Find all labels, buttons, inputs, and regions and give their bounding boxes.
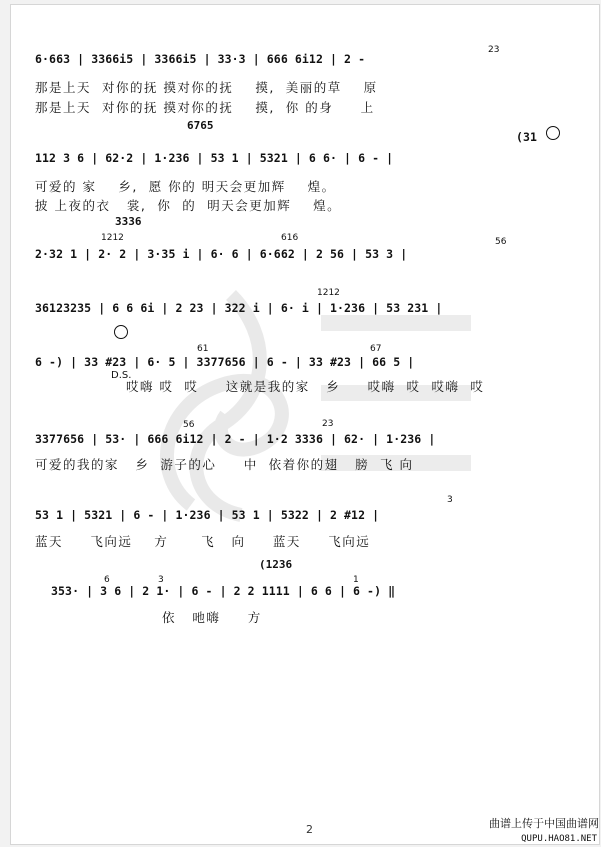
lyric-line: 披 上夜的衣 裳, 你 的 明天会更加辉 煌。 bbox=[35, 198, 342, 213]
notes-line: (1236 bbox=[259, 558, 293, 571]
chord-annotation: 67 bbox=[370, 344, 382, 354]
page-number: 2 bbox=[306, 823, 313, 836]
lyric-line: 依 吔嗨 方 bbox=[162, 610, 262, 625]
chord-annotation: 616 bbox=[281, 233, 299, 243]
chord-annotation: 56 bbox=[495, 237, 507, 247]
chord-annotation: 56 bbox=[183, 420, 195, 430]
chord-annotation: 1 bbox=[353, 575, 359, 585]
chord-annotation: 23 bbox=[488, 45, 500, 55]
notes-line: 6 -) | 33 #23 | 6· 5 | 3377656 | 6 - | 33 #23 | 66 5 | bbox=[35, 355, 415, 369]
notes-line: 3377656 | 53· | 666 6i12 | 2 - | 1·2 3336 | 62· | 1·236 | bbox=[35, 432, 436, 446]
coda-icon bbox=[114, 325, 128, 339]
chord-annotation: 23 bbox=[322, 419, 334, 429]
score-sheet bbox=[11, 5, 599, 844]
notes-line: 2·32 1 | 2· 2 | 3·35 i | 6· 6 | 6·662 | 2 56 | 53 3 | bbox=[35, 247, 408, 261]
notes-line: 53 1 | 5321 | 6 - | 1·236 | 53 1 | 5322 | 2 #12 | bbox=[35, 508, 380, 522]
lyric-line: 那是上天 对你的抚 摸对你的抚 摸, 你 的身 上 bbox=[35, 100, 375, 115]
lyric-line: 那是上天 对你的抚 摸对你的抚 摸, 美丽的草 原 bbox=[35, 80, 378, 95]
notes-line: 3336 bbox=[115, 215, 142, 228]
chord-annotation: 3 bbox=[158, 575, 164, 585]
chord-annotation: 1212 bbox=[317, 288, 340, 298]
source-banner: 曲谱上传于中国曲谱网 bbox=[489, 817, 599, 830]
ds-mark: D.S. bbox=[111, 370, 132, 381]
lyric-line: 可爱的 家 乡, 愿 你的 明天会更加辉 煌。 bbox=[35, 179, 336, 194]
chord-annotation: 1212 bbox=[101, 233, 124, 243]
chord-annotation: 61 bbox=[197, 344, 209, 354]
notes-line: 112 3 6 | 62·2 | 1·236 | 53 1 | 5321 | 6 6· | 6 - | bbox=[35, 151, 394, 165]
coda-icon bbox=[546, 126, 560, 140]
lyric-line: 可爱的我的家 乡 游子的心 中 依着你的翅 膀 飞 向 bbox=[35, 457, 414, 472]
chord-annotation: 3 bbox=[447, 495, 453, 505]
source-url: QUPU.HAO81.NET bbox=[521, 834, 597, 844]
notes-line: 6765 bbox=[187, 119, 214, 132]
coda-notes: (31 bbox=[516, 130, 538, 144]
notes-line: 6·663 | 3366i5 | 3366i5 | 33·3 | 666 6i12 | 2 - bbox=[35, 52, 366, 66]
lyric-line: 蓝天 飞向远 方 飞 向 蓝天 飞向远 bbox=[35, 534, 371, 549]
chord-annotation: 6 bbox=[104, 575, 110, 585]
lyric-line: 哎嗨 哎 哎 这就是我的家 乡 哎嗨 哎 哎嗨 哎 bbox=[126, 379, 485, 394]
score-page bbox=[10, 4, 600, 845]
notes-line: 353· | 3 6 | 2 1· | 6 - | 2 2 1111 | 6 6 | 6 -) ‖ bbox=[51, 584, 396, 598]
notes-line: 36123235 | 6 6 6i | 2 23 | 322 i | 6· i | 1·236 | 53 231 | bbox=[35, 301, 443, 315]
